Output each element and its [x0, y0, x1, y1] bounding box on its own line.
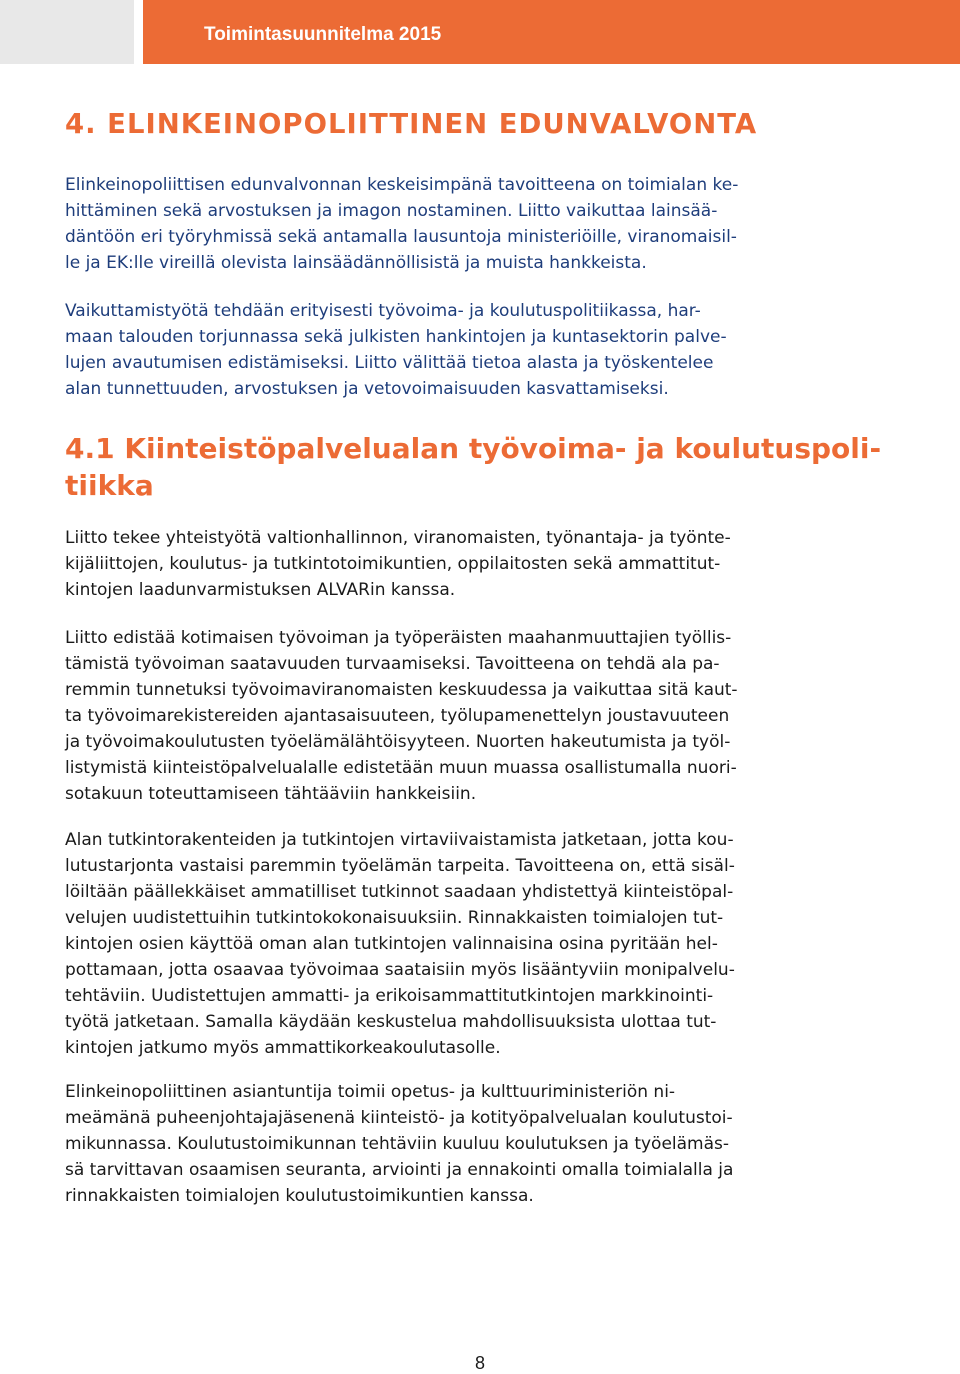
header-gray-block: [0, 0, 134, 64]
chapter-heading: 4. ELINKEINOPOLIITTINEN EDUNVALVONTA: [65, 108, 758, 140]
text-line: sotakuun toteuttamiseen tähtääviin hankkeisiin.: [65, 784, 477, 804]
text-line: kintojen jatkumo myös ammattikorkeakoulutasolle.: [65, 1038, 501, 1058]
text-line: kijäliittojen, koulutus- ja tutkintotoimikuntien, oppilaitosten sekä ammattitut-: [65, 554, 721, 574]
text-line: däntöön eri työryhmissä sekä antamalla lausuntoja ministeriöille, viranomaisil-: [65, 227, 737, 247]
text-line: Alan tutkintorakenteiden ja tutkintojen virtaviivaistamista jatketaan, jotta kou-: [65, 830, 734, 850]
text-line: alan tunnettuuden, arvostuksen ja vetovoimaisuuden kasvattamiseksi.: [65, 379, 669, 399]
page-number: 8: [474, 1353, 485, 1373]
text-line: Elinkeinopoliittisen edunvalvonnan keskeisimpänä tavoitteena on toimialan ke-: [65, 175, 739, 195]
section-paragraph-4: [65, 1079, 905, 1209]
text-line: ja työvoimakoulutusten työelämälähtöisyyteen. Nuorten hakeutumista ja työl-: [65, 732, 731, 752]
text-line: velujen uudistettuihin tutkintokokonaisuuksiin. Rinnakkaisten toimialojen tut-: [65, 908, 724, 928]
text-line: Liitto edistää kotimaisen työvoiman ja työperäisten maahanmuuttajien työllis-: [65, 628, 732, 648]
text-line: ta työvoimarekistereiden ajantasaisuuteen, työlupamenettelyn joustavuuteen: [65, 706, 730, 726]
text-line: Elinkeinopoliittinen asiantuntija toimii opetus- ja kulttuuriministeriön ni-: [65, 1082, 676, 1102]
section-paragraph-2: [65, 625, 905, 807]
text-line: kintojen osien käyttöä oman alan tutkintojen valinnaisina osina pyritään hel-: [65, 934, 718, 954]
text-line: tehtäviin. Uudistettujen ammatti- ja erikoisammattitutkintojen markkinointi-: [65, 986, 714, 1006]
section-heading-line: tiikka: [65, 469, 154, 502]
text-line: le ja EK:lle vireillä olevista lainsäädännöllisistä ja muista hankkeista.: [65, 253, 647, 273]
text-line: rinnakkaisten toimialojen koulutustoimikuntien kanssa.: [65, 1186, 534, 1206]
text-line: meämänä puheenjohtajajäsenenä kiinteistö- ja kotityöpalvelualan koulutustoi-: [65, 1108, 733, 1128]
text-line: kintojen laadunvarmistuksen ALVARin kanssa.: [65, 580, 456, 600]
text-line: hittäminen sekä arvostuksen ja imagon nostaminen. Liitto vaikuttaa lainsää-: [65, 201, 718, 221]
section-heading: [65, 430, 881, 504]
text-line: maan talouden torjunnassa sekä julkisten hankintojen ja kuntasektorin palve-: [65, 327, 727, 347]
intro-paragraph-2: [65, 298, 905, 402]
section-paragraph-1: [65, 525, 905, 603]
intro-paragraph-1: [65, 172, 905, 276]
document-title: Toimintasuunnitelma 2015: [204, 24, 442, 45]
text-line: tämistä työvoiman saatavuuden turvaamiseksi. Tavoitteena on tehdä ala pa-: [65, 654, 720, 674]
text-line: Vaikuttamistyötä tehdään erityisesti työvoima- ja koulutuspolitiikassa, har-: [65, 301, 701, 321]
text-line: remmin tunnetuksi työvoimaviranomaisten keskuudessa ja vaikuttaa sitä kaut-: [65, 680, 738, 700]
text-line: mikunnassa. Koulutustoimikunnan tehtäviin kuuluu koulutuksen ja työelämäs-: [65, 1134, 730, 1154]
section-heading-line: 4.1 Kiinteistöpalvelualan työvoima- ja koulutuspoli-: [65, 432, 882, 465]
text-line: pottamaan, jotta osaavaa työvoimaa saataisiin myös lisääntyviin monipalvelu-: [65, 960, 735, 980]
text-line: työtä jatketaan. Samalla käydään keskustelua mahdollisuuksista ulottaa tut-: [65, 1012, 717, 1032]
text-line: listymistä kiinteistöpalvelualalle edistetään muun muassa osallistumalla nuori-: [65, 758, 737, 778]
text-line: lutustarjonta vastaisi paremmin työelämän tarpeita. Tavoitteena on, että sisäl-: [65, 856, 735, 876]
text-line: lujen avautumisen edistämiseksi. Liitto välittää tietoa alasta ja työskentelee: [65, 353, 714, 373]
text-line: sä tarvittavan osaamisen seuranta, arviointi ja ennakointi omalla toimialalla ja: [65, 1160, 734, 1180]
text-line: Liitto tekee yhteistyötä valtionhallinnon, viranomaisten, työnantaja- ja työnte-: [65, 528, 731, 548]
page-header: [0, 0, 960, 68]
section-paragraph-3: [65, 827, 905, 1061]
text-line: löiltään päällekkäiset ammatilliset tutkinnot saadaan yhdistettyä kiinteistöpal-: [65, 882, 734, 902]
